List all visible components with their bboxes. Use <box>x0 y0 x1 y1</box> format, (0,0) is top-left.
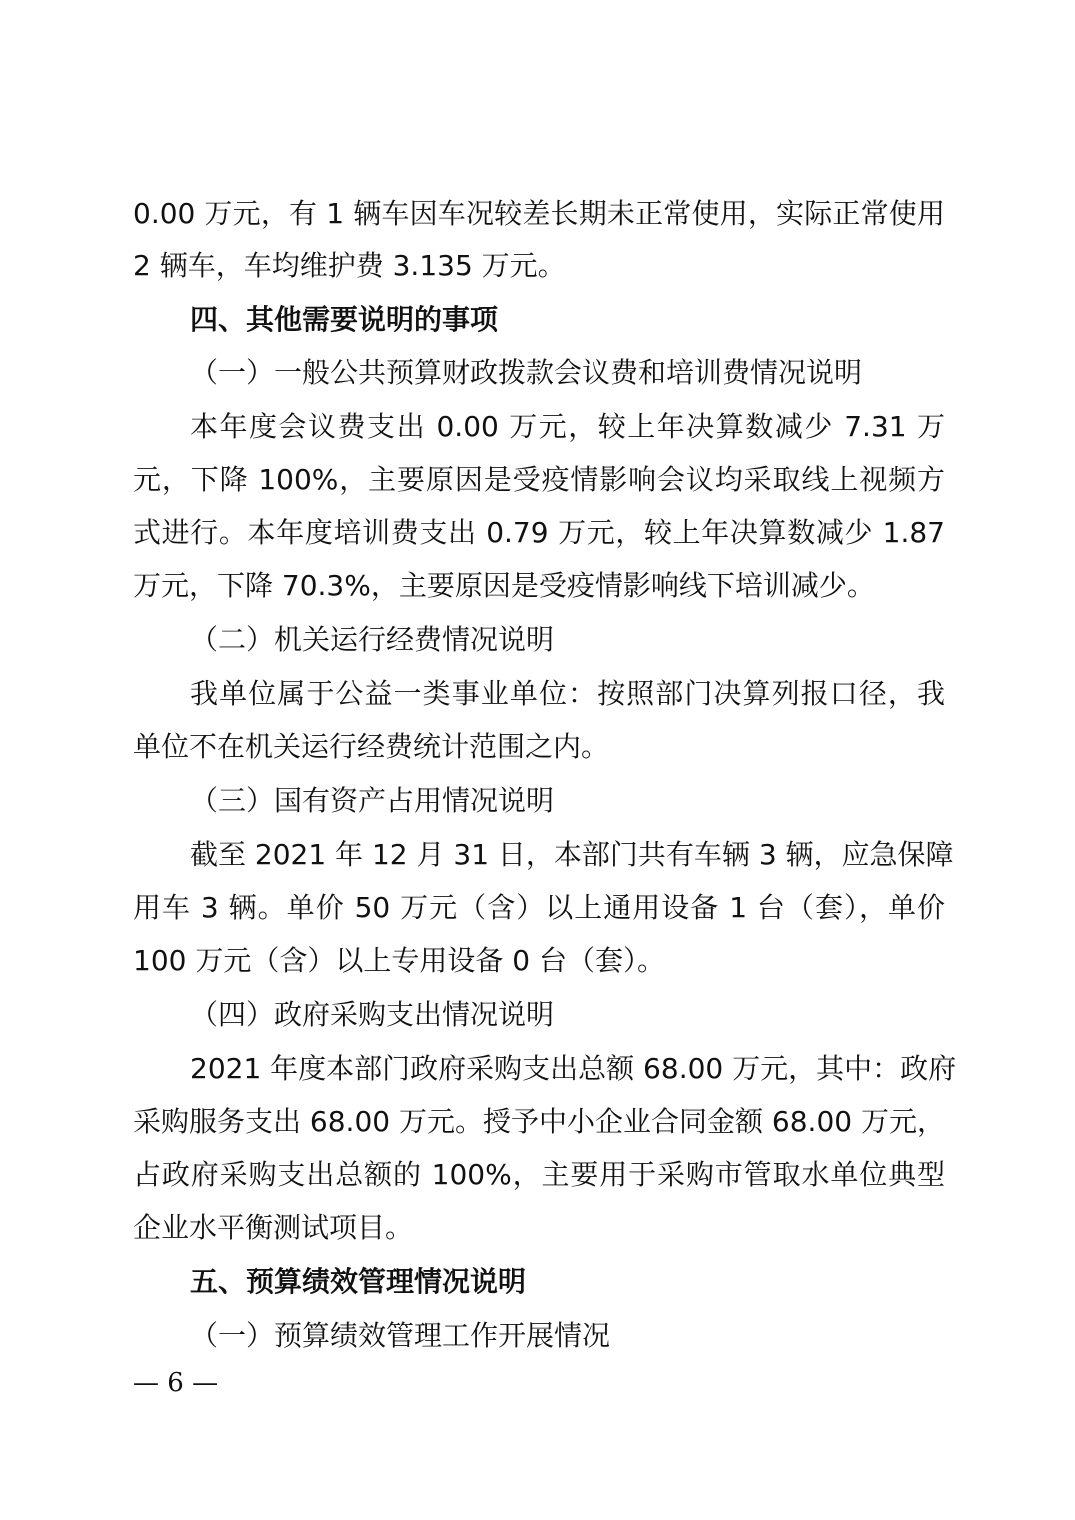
body-text-line: 式进行。本年度培训费支出 0.79 万元，较上年决算数减少 1.87 <box>133 516 945 549</box>
body-text-line: 万元，下降 70.3%，主要原因是受疫情影响线下培训减少。 <box>133 569 875 602</box>
body-text-line: 截至 2021 年 12 月 31 日，本部门共有车辆 3 辆，应急保障 <box>190 838 954 871</box>
subsection-heading-meeting-training: （一）一般公共预算财政拨款会议费和培训费情况说明 <box>190 356 863 389</box>
body-text-line: 我单位属于公益一类事业单位：按照部门决算列报口径，我 <box>190 677 945 710</box>
body-text-line: 采购服务支出 68.00 万元。授予中小企业合同金额 68.00 万元， <box>133 1105 945 1138</box>
section-heading-5: 五、预算绩效管理情况说明 <box>190 1265 527 1298</box>
body-text-line: 占政府采购支出总额的 100%，主要用于采购市管取水单位典型 <box>133 1158 945 1191</box>
section-heading-4: 四、其他需要说明的事项 <box>190 303 499 336</box>
body-text-line: 企业水平衡测试项目。 <box>133 1211 414 1244</box>
body-text-line: 2 辆车，车均维护费 3.135 万元。 <box>133 249 566 282</box>
body-text-line: 元，下降 100%，主要原因是受疫情影响会议均采取线上视频方 <box>133 463 945 496</box>
page-number: — 6 — <box>133 1368 219 1398</box>
body-text-line: 单位不在机关运行经费统计范围之内。 <box>133 730 610 763</box>
body-text-line: 2021 年度本部门政府采购支出总额 68.00 万元，其中：政府 <box>190 1052 957 1085</box>
subsection-heading-state-assets: （三）国有资产占用情况说明 <box>190 784 555 817</box>
body-text-line: 本年度会议费支出 0.00 万元，较上年决算数减少 7.31 万 <box>190 410 945 443</box>
subsection-heading-procurement: （四）政府采购支出情况说明 <box>190 998 555 1031</box>
subsection-heading-performance-work: （一）预算绩效管理工作开展情况 <box>190 1319 611 1352</box>
body-text-line: 用车 3 辆。单价 50 万元（含）以上通用设备 1 台（套），单价 <box>133 891 945 924</box>
body-text-line: 0.00 万元，有 1 辆车因车况较差长期未正常使用，实际正常使用 <box>133 197 945 230</box>
body-text-line: 100 万元（含）以上专用设备 0 台（套）。 <box>133 944 665 977</box>
subsection-heading-operating-funds: （二）机关运行经费情况说明 <box>190 623 555 656</box>
